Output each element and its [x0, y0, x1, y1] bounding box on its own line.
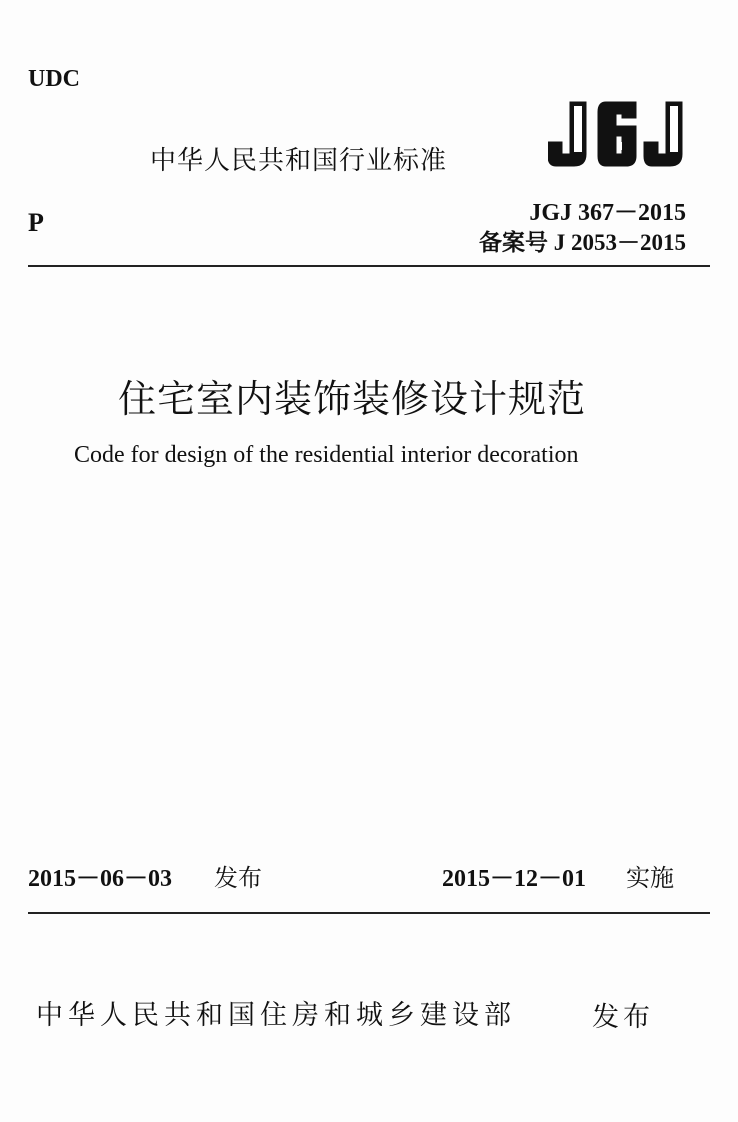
issue-label: 发布 — [214, 864, 262, 892]
jgj-logo — [548, 98, 698, 170]
record-number: 备案号 J 2053－2015 — [479, 230, 686, 255]
issue-date: 2015－06－03 — [28, 866, 172, 892]
standard-number: JGJ 367－2015 — [529, 200, 686, 226]
top-rule — [28, 265, 710, 267]
publisher: 中华人民共和国住房和城乡建设部 — [36, 1000, 516, 1031]
category-letter: P — [28, 208, 44, 237]
bottom-rule — [28, 912, 710, 914]
effective-date: 2015－12－01 — [442, 866, 586, 892]
series-title: 中华人民共和国行业标准 — [150, 146, 448, 176]
title-english: Code for design of the residential interior decoration — [74, 442, 579, 468]
effective-label: 实施 — [626, 864, 674, 892]
title-chinese: 住宅室内装饰装修设计规范 — [118, 377, 587, 421]
udc-label: UDC — [28, 66, 80, 92]
publisher-label: 发布 — [592, 1002, 654, 1033]
